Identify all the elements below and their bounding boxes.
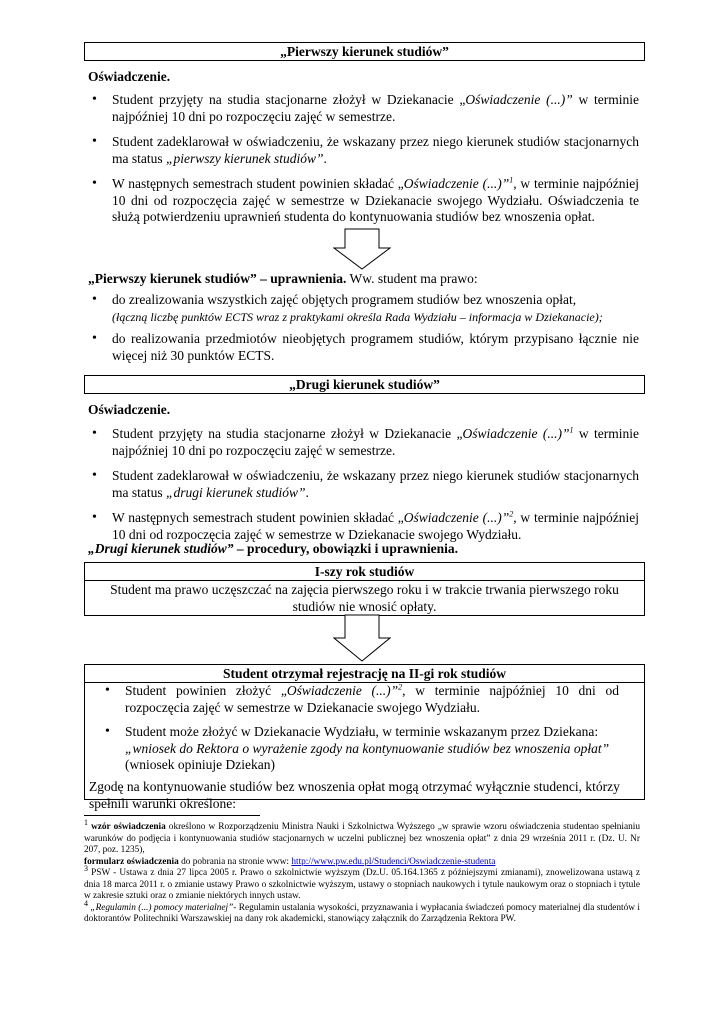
section1-title-box [84, 42, 645, 61]
registration-conditions: Zgodę na kontynuowanie studiów bez wnoszenia opłat mogą otrzymać wyłącznie studenci, którzy spełnili warunki określone: [89, 778, 620, 811]
section1-title: „Pierwszy kierunek studiów” [280, 44, 449, 59]
list-item: • Student zadeklarował w oświadczeniu, że wskazany przez niego kierunek studiów stacjonarnych ma status „drugi kierunek studiów”. [86, 468, 639, 501]
section1-heading: Oświadczenie. [88, 69, 171, 84]
year1-text: Student ma prawo uczęszczać na zajęcia pierwszego roku i w trakcie trwania pierwszego roku studiów nie wnosić opłaty. [110, 582, 619, 614]
year1-title: I-szy rok studiów [85, 563, 644, 581]
footnotes [84, 817, 640, 926]
registration-box [84, 664, 645, 811]
registration-bullets [99, 683, 619, 774]
footnote-4: $^4$ „Regulamin (...) pomocy materialnej”- Regulamin ustalania wysokości, przyznawania i wypłacania świadczeń pomocy materialnej dla studentów i doktorantów Politechniki Warszawskiej na dany rok akademicki, stanowiący załącznik do Zarządzenia Rektora PW. [84, 898, 640, 924]
footnote-1b: formularz oświadczenia do pobrania na stronie www: http://www.pw.edu.pl/Studenci/Oswiadczenie-studenta [84, 856, 496, 867]
section2-bullets [86, 426, 639, 552]
list-item: • do zrealizowania wszystkich zajęć objętych programem studiów bez wnoszenia opłat, (łączną liczbę punktów ECTS wraz z praktykami określa Rada Wydziału – informacja w Dziekanacie); [86, 292, 639, 325]
footnote-1: $^1$ wzór oświadczenia określono w Rozporządzeniu Ministra Nauki i Szkolnictwa Wyższego „w sprawie wzoru oświadczenia studentao spełnianiu warunków do podjęcia i kontynuowania studiów stacjonarnych w uczelni publicznej bez wnoszenia opłat” z dnia 29 września 2011 r. (Dz. U. Nr 207, poz. 1235), [84, 817, 640, 855]
footnote-separator [84, 815, 260, 816]
list-item: • Student przyjęty na studia stacjonarne złożył w Dziekanacie „Oświadczenie (...)”$^1$ w terminie najpóźniej 10 dni po rozpoczęciu zajęć w semestrze. [86, 426, 639, 459]
section1-rights-list [86, 292, 639, 373]
down-arrow-icon [333, 228, 391, 270]
section2-title-box [84, 375, 645, 394]
list-item: • Student zadeklarował w oświadczeniu, że wskazany przez niego kierunek studiów stacjonarnych ma status „pierwszy kierunek studiów”. [86, 134, 639, 167]
year1-box [84, 562, 645, 616]
section1-rights-intro: „Pierwszy kierunek studiów” – uprawnienia. Ww. student ma prawo: [88, 271, 478, 286]
down-arrow-icon [333, 614, 391, 662]
list-item: • Student może złożyć w Dziekanacie Wydziału, w terminie wskazanym przez Dziekana: „wniosek do Rektora o wyrażenie zgody na kontynuowanie studiów bez wnoszenia opłat” (wniosek opiniuje Dziekan) [99, 724, 619, 774]
section1-bullets [86, 92, 639, 235]
section2-heading: Oświadczenie. [88, 402, 171, 417]
section2-procedures-heading: „Drugi kierunek studiów” – procedury, obowiązki i uprawnienia. [88, 541, 458, 556]
list-item: • Student przyjęty na studia stacjonarne złożył w Dziekanacie „Oświadczenie (...)” w terminie najpóźniej 10 dni po rozpoczęciu zajęć w semestrze. [86, 92, 639, 125]
registration-title: Student otrzymał rejestrację na II-gi rok studiów [85, 665, 644, 683]
list-item: • do realizowania przedmiotów nieobjętych programem studiów, którym przypisano łącznie nie więcej niż 30 punktów ECTS. [86, 331, 639, 364]
list-item: • W następnych semestrach student powinien składać „Oświadczenie (...)”$^1$, w terminie najpóźniej 10 dni od rozpoczęcia zajęć w semestrze w Dziekanacie swojego Wydziału. Oświadczenia te służą potwierdzeniu uprawnień studenta do kontynuowania studiów bez wnoszenia opłat. [86, 176, 639, 226]
list-item: • W następnych semestrach student powinien składać „Oświadczenie (...)”$^2$, w terminie najpóźniej 10 dni od rozpoczęcia zajęć w semestrze w Dziekanacie swojego Wydziału. [86, 510, 639, 543]
list-item: • Student powinien złożyć „Oświadczenie (...)”$^2$, w terminie najpóźniej 10 dni od rozpoczęcia zajęć w semestrze w Dziekanacie swojego Wydziału. [99, 683, 619, 716]
section2-title: „Drugi kierunek studiów” [289, 377, 440, 392]
form-download-link[interactable]: http://www.pw.edu.pl/Studenci/Oswiadczenie-studenta [291, 856, 496, 867]
footnote-3: $^3$ PSW - Ustawa z dnia 27 lipca 2005 r. Prawo o szkolnictwie wyższym (Dz.U. 05.164.1365 z późniejszymi zmianami), znowelizowana ustawą z dnia 18 marca 2011 r. o zmianie ustawy Prawo o szkolnictwie wyższym, ustawy o stopniach naukowych i tytule naukowym oraz o stopniach i tytule w zakresie sztuki oraz o zmianie niektórych innych ustaw. [84, 863, 640, 901]
